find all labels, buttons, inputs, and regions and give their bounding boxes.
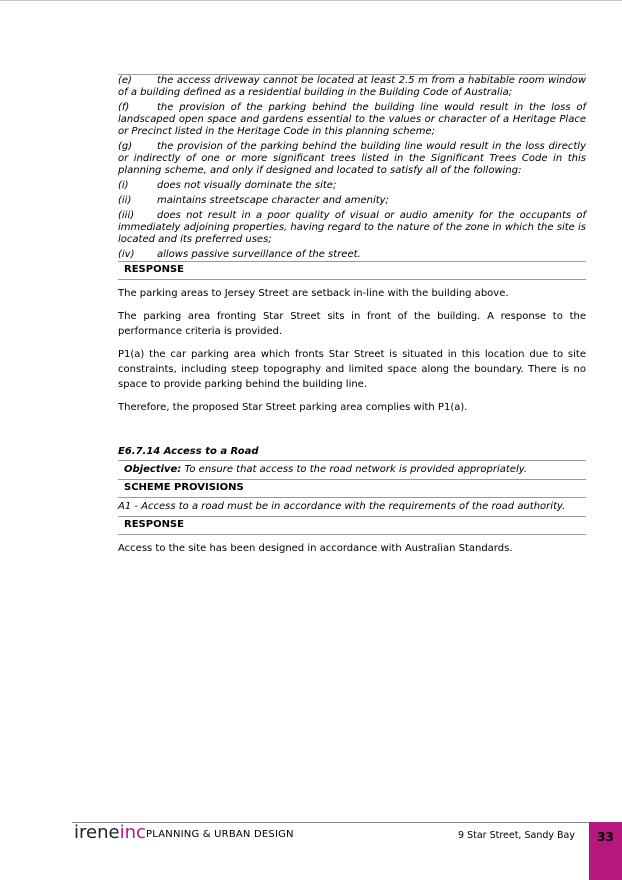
a1-provision: A1 - Access to a road must be in accordance with the requirements of the road authority. xyxy=(118,498,586,517)
response-body xyxy=(118,286,586,415)
company-tagline: PLANNING & URBAN DESIGN xyxy=(146,829,294,840)
page-content xyxy=(118,74,586,564)
site-address: 9 Star Street, Sandy Bay xyxy=(458,830,575,841)
response-paragraph: Access to the site has been designed in accordance with Australian Standards. xyxy=(118,543,513,554)
subcriterion-iii: (iii) does not result in a poor quality of visual or audio amenity for the occupants of immediately adjoining properties, having regard to the nature of the zone in which the site is located and its preferred uses; xyxy=(118,210,586,245)
subcriterion-ii: (ii) maintains streetscape character and amenity; xyxy=(118,195,389,206)
objective-label: Objective: xyxy=(124,464,182,475)
criteria-table xyxy=(118,74,586,280)
response-paragraph: Therefore, the proposed Star Street parking area complies with P1(a). xyxy=(118,402,468,413)
response-paragraph: The parking areas to Jersey Street are setback in-line with the building above. xyxy=(118,288,509,299)
page-number: 33 xyxy=(597,830,614,844)
criterion-f: (f) the provision of the parking behind the building line would result in the loss of landscaped open space and gardens essential to the values or character of a Heritage Place or Precinct listed in the Heritage Code in this planning scheme; xyxy=(118,102,586,137)
criterion-g: (g) the provision of the parking behind the building line would result in the loss directly or indirectly of one or more significant trees listed in the Significant Trees Code in this planning scheme, and only if designed and located to satisfy all of the following: xyxy=(118,141,586,176)
subcriterion-i: (i) does not visually dominate the site; xyxy=(118,180,337,191)
response-body-2 xyxy=(118,541,586,556)
response-paragraph: The parking area fronting Star Street sits in front of the building. A response to the performance criteria is provided. xyxy=(118,311,586,337)
scheme-provisions-heading: SCHEME PROVISIONS xyxy=(118,480,586,498)
objective-row xyxy=(118,460,586,480)
criterion-e: (e) the access driveway cannot be located at least 2.5 m from a habitable room window of a building defined as a residential building in the Building Code of Australia; xyxy=(118,75,586,98)
subcriterion-iv: (iv) allows passive surveillance of the street. xyxy=(118,249,361,260)
criteria-row xyxy=(118,75,586,262)
footer-divider xyxy=(72,822,590,823)
response-heading-2: RESPONSE xyxy=(118,517,586,535)
objective-text: To ensure that access to the road network is provided appropriately. xyxy=(184,464,528,475)
top-border xyxy=(0,0,622,1)
section-title: E6.7.14 Access to a Road xyxy=(118,446,259,457)
company-logo: ireneinc xyxy=(74,822,146,843)
response-heading: RESPONSE xyxy=(118,262,586,280)
response-paragraph: P1(a) the car parking area which fronts Star Street is situated in this location due to site constraints, including steep topography and limited space along the boundary. There is no space to provide parking behind the building line. xyxy=(118,349,586,390)
